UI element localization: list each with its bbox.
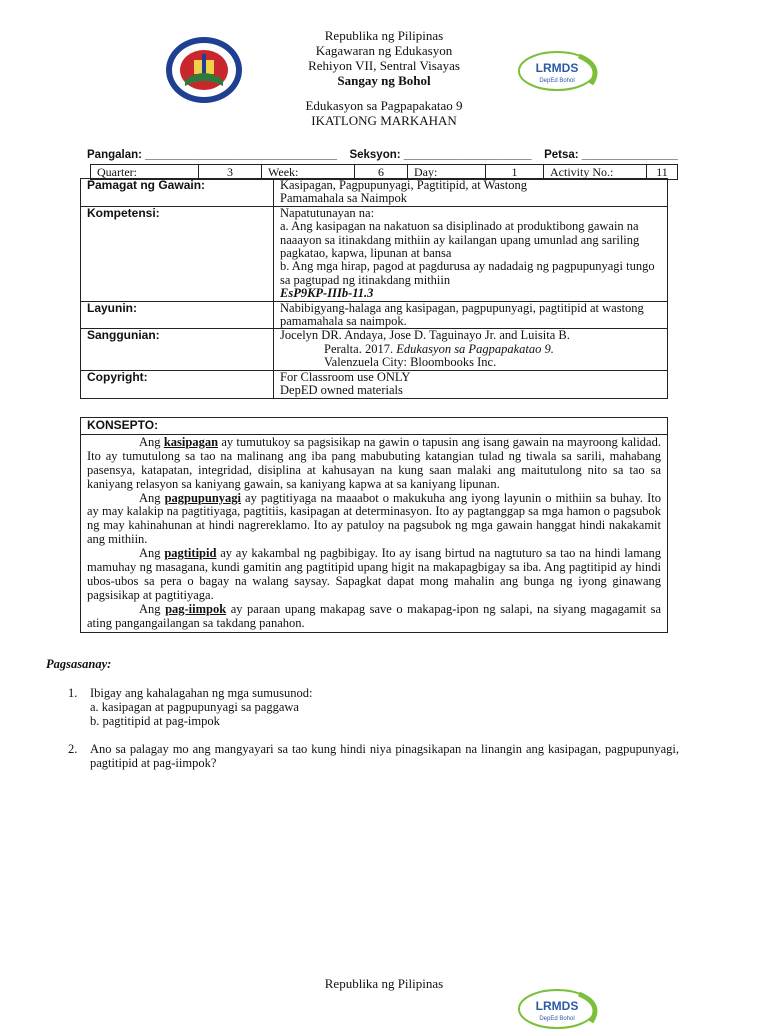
header-kagawaran: Kagawaran ng Edukasyon xyxy=(315,43,453,58)
pagsasanay-heading: Pagsasanay: xyxy=(46,657,112,671)
konsepto-paragraph-pagtitipid xyxy=(87,547,661,603)
p2-post: ay pagtitiyaga na maaabot o makukuha ang iyong layunin o mithiin sa buhay. Ito ay may kalakip na pagtitiyaga, pagtitiis, kasipagan at determinasyon. Ito ay pagtanggap sa mga hamon o pagsubok ng may kahinahunan at hindi nagrereklamo. Ito ay patuloy na pagsubok ng mga gawain hanggat hindi nakakamit ang mithiin. xyxy=(87,490,661,547)
lrmds-main-text: LRMDS xyxy=(535,61,579,75)
copyright-line2: DepED owned materials xyxy=(280,383,403,398)
pamagat-line2: Pamamahala sa Naimpok xyxy=(280,191,408,206)
deped-seal-logo xyxy=(165,36,243,104)
header-rehiyon: Rehiyon VII, Sentral Visayas xyxy=(308,58,460,73)
question-2-text: Ano sa palagay mo ang mangyayari sa tao kung hindi niya pinagsikapan na linangin ang kasipagan, pagpupunyagi, pagtitipid at pag-iimpok? xyxy=(90,742,679,770)
info-table xyxy=(80,178,668,399)
p3-pre: Ang xyxy=(139,546,165,561)
kompetensi-code: EsP9KP-IIIb-11.3 xyxy=(280,286,374,301)
lrmds-footer-sub-text: DepEd Bohol xyxy=(539,1016,575,1022)
activity-label: Activity No.: xyxy=(544,165,647,180)
konsepto-body xyxy=(81,434,668,632)
pamagat-line1: Kasipagan, Pagpupunyagi, Pagtitipid, at Wastong xyxy=(280,178,527,192)
week-label: Week: xyxy=(262,165,355,180)
keyword-kasipagan: kasipagan xyxy=(163,434,219,449)
sanggunian-line3: Valenzuela City: Bloombooks Inc. xyxy=(324,355,497,370)
seksyon-field[interactable]: Seksyon: ____________________ xyxy=(349,149,532,161)
kompetensi-label: Kompetensi: xyxy=(81,206,274,301)
konsepto-table xyxy=(80,417,668,633)
quarter-label: Quarter: xyxy=(91,165,199,180)
footer-republika: Republika ng Pilipinas xyxy=(324,976,444,991)
keyword-pag-iimpok: pag-iimpok xyxy=(165,601,227,616)
layunin-label: Layunin: xyxy=(81,301,274,329)
layunin-text: Nabibigyang-halaga ang kasipagan, pagpupunyagi, pagtitipid at wastong pamamahala sa naimpok. xyxy=(274,301,668,329)
header-quarter-title: IKATLONG MARKAHAN xyxy=(311,113,457,128)
p2-pre: Ang xyxy=(139,490,165,505)
question-1-text: Ibigay ang kahalagahan ng mga sumusunod: xyxy=(90,686,313,700)
copyright-row xyxy=(81,370,668,398)
lrmds-logo xyxy=(517,50,605,92)
pangalan-field[interactable]: Pangalan: ______________________________ xyxy=(87,149,338,161)
name-row xyxy=(87,149,678,161)
kompetensi-intro: Napatutunayan na: xyxy=(280,205,375,220)
week-value: 6 xyxy=(355,165,408,180)
lrmds-footer-main-text: LRMDS xyxy=(535,999,579,1013)
header-subject: Edukasyon sa Pagpapakatao 9 xyxy=(305,98,463,113)
konsepto-paragraph-kasipagan xyxy=(87,436,661,492)
question-1-number: 1. xyxy=(68,686,78,700)
header-sangay: Sangay ng Bohol xyxy=(337,73,431,88)
question-2-number: 2. xyxy=(68,742,78,756)
p1-post: ay tumutukoy sa pagsisikap na gawin o tapusin ang isang gawain na mayroong kalidad. Ito ay tumutulong sa tao na malinang ang iba pang mabubuting katangian tulad ng tiwala sa sarili, mahabang pasensya, katapatan, integridad, disiplina at kahusayan na kung saan malaki ang maitutulong nito sa tao sa kaniyang relasyon sa kaniyang gawain, sa kaniyang kapwa at sa kaniyang lipunan. xyxy=(87,434,661,491)
sanggunian-row xyxy=(81,329,668,370)
copyright-line1: For Classroom use ONLY xyxy=(280,369,411,384)
sanggunian-line2a: Peralta. 2017. xyxy=(324,341,397,356)
kompetensi-b: b. Ang mga hirap, pagod at pagdurusa ay nadadaig ng pagpupunyagi tungo sa pagtupad ng itinakdang mithiin xyxy=(280,259,655,287)
activity-value: 11 xyxy=(647,165,678,180)
kompetensi-a: a. Ang kasipagan na nakatuon sa disiplinado at produktibong gawain na naaayon sa itinakdang mithiin ay kailangan upang umunlad ang sariling pagkatao, kapwa, lipunan at bansa xyxy=(280,219,640,261)
quarter-value: 3 xyxy=(199,165,262,180)
p4-post: ay paraan upang makapag save o makapag-ipon ng salapi, na siyang magagamit sa ating pangangailangan sa takdang panahon. xyxy=(87,601,661,630)
konsepto-paragraph-pagpupunyagi xyxy=(87,492,661,548)
header-republika: Republika ng Pilipinas xyxy=(324,28,444,43)
p4-pre: Ang xyxy=(139,601,166,616)
sanggunian-line2b: Edukasyon sa Pagpapakatao 9. xyxy=(396,341,554,356)
lrmds-sub-text: DepEd Bohol xyxy=(539,78,575,84)
pamagat-label: Pamagat ng Gawain: xyxy=(81,179,274,207)
petsa-field[interactable]: Petsa: _______________ xyxy=(544,149,678,161)
kompetensi-row xyxy=(81,206,668,301)
sanggunian-line1: Jocelyn DR. Andaya, Jose D. Taguinayo Jr. and Luisita B. xyxy=(280,328,570,343)
day-value: 1 xyxy=(486,165,544,180)
p1-pre: Ang xyxy=(139,434,164,449)
pamagat-row xyxy=(81,179,668,207)
question-1b: b. pagtitipid at pag-impok xyxy=(90,714,220,728)
copyright-label: Copyright: xyxy=(81,370,274,398)
layunin-row xyxy=(81,301,668,329)
konsepto-paragraph-pag-iimpok xyxy=(87,603,661,631)
day-label: Day: xyxy=(408,165,486,180)
konsepto-heading: KONSEPTO: xyxy=(81,418,668,435)
sanggunian-label: Sanggunian: xyxy=(81,329,274,370)
keyword-pagtitipid: pagtitipid xyxy=(164,546,217,561)
question-1a: a. kasipagan at pagpupunyagi sa paggawa xyxy=(90,700,299,714)
p3-post: ay ay kakambal ng pagbibigay. Ito ay isang birtud na nagtuturo sa tao na hindi lamang mamuhay ng masagana, kundi gamitin ang pagtitipid upang higit na makapagbigay sa iba. Ang pagtitipid ay hindi ubos-ubos sa pera o bagay na walang saysay. Sapagkat dapat mong mahalin ang bunga ng iyong ginawang pagsisikap at pagtitiyaga. xyxy=(87,546,661,602)
keyword-pagpupunyagi: pagpupunyagi xyxy=(164,490,242,505)
